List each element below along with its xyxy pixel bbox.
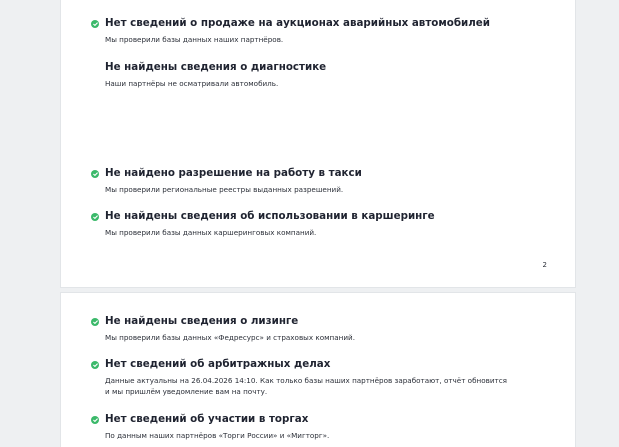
item-title-text: Нет сведений об арбитражных делах	[105, 358, 331, 370]
check-item-leasing	[91, 315, 561, 343]
item-title-text: Не найдены сведения о диагностике	[105, 61, 327, 73]
item-title	[91, 17, 561, 30]
check-item-auction	[91, 17, 561, 45]
page-number: 2	[542, 261, 547, 269]
item-description: Мы проверили базы данных «Федресурс» и страховых компаний.	[105, 333, 355, 342]
check-circle-icon	[91, 213, 99, 221]
check-circle-icon	[91, 361, 99, 369]
item-title	[91, 315, 561, 328]
item-title-text: Нет сведений о продаже на аукционах аварийных автомобилей	[105, 17, 490, 29]
check-item-diagnostics	[91, 61, 561, 89]
item-description: По данным наших партнёров «Торги России» и «Мигторг».	[105, 431, 330, 440]
item-title-text: Не найдены сведения о лизинге	[105, 315, 299, 327]
check-item-carsharing	[91, 210, 561, 238]
item-title	[91, 167, 561, 180]
item-title	[91, 61, 561, 74]
check-item-arbitration	[91, 358, 561, 397]
check-circle-icon	[91, 20, 99, 28]
item-description: Мы проверили базы данных наших партнёров.	[105, 35, 284, 44]
item-title-text: Нет сведений об участии в торгах	[105, 413, 309, 425]
report-page-2	[60, 0, 576, 288]
item-title	[91, 358, 561, 371]
check-circle-icon	[91, 318, 99, 326]
item-description: Наши партнёры не осматривали автомобиль.	[105, 79, 279, 88]
item-title-text: Не найдено разрешение на работу в такси	[105, 167, 362, 179]
item-description-line: Данные актуальны на 26.04.2026 14:10. Как только базы наших партнёров заработают, отчёт обновится	[105, 376, 507, 385]
report-page-3	[60, 292, 576, 447]
check-item-taxi	[91, 167, 561, 195]
item-description: Мы проверили региональные реестры выданных разрешений.	[105, 185, 344, 194]
item-title	[91, 210, 561, 223]
check-circle-icon	[91, 170, 99, 178]
item-title	[91, 413, 561, 426]
item-description: Мы проверили базы данных каршеринговых компаний.	[105, 228, 317, 237]
item-description	[91, 375, 561, 397]
item-title-text: Не найдены сведения об использовании в каршеринге	[105, 210, 435, 222]
check-item-auctions-trading	[91, 413, 561, 441]
item-description-line: и мы пришлём уведомление вам на почту.	[105, 387, 268, 396]
check-circle-icon	[91, 416, 99, 424]
